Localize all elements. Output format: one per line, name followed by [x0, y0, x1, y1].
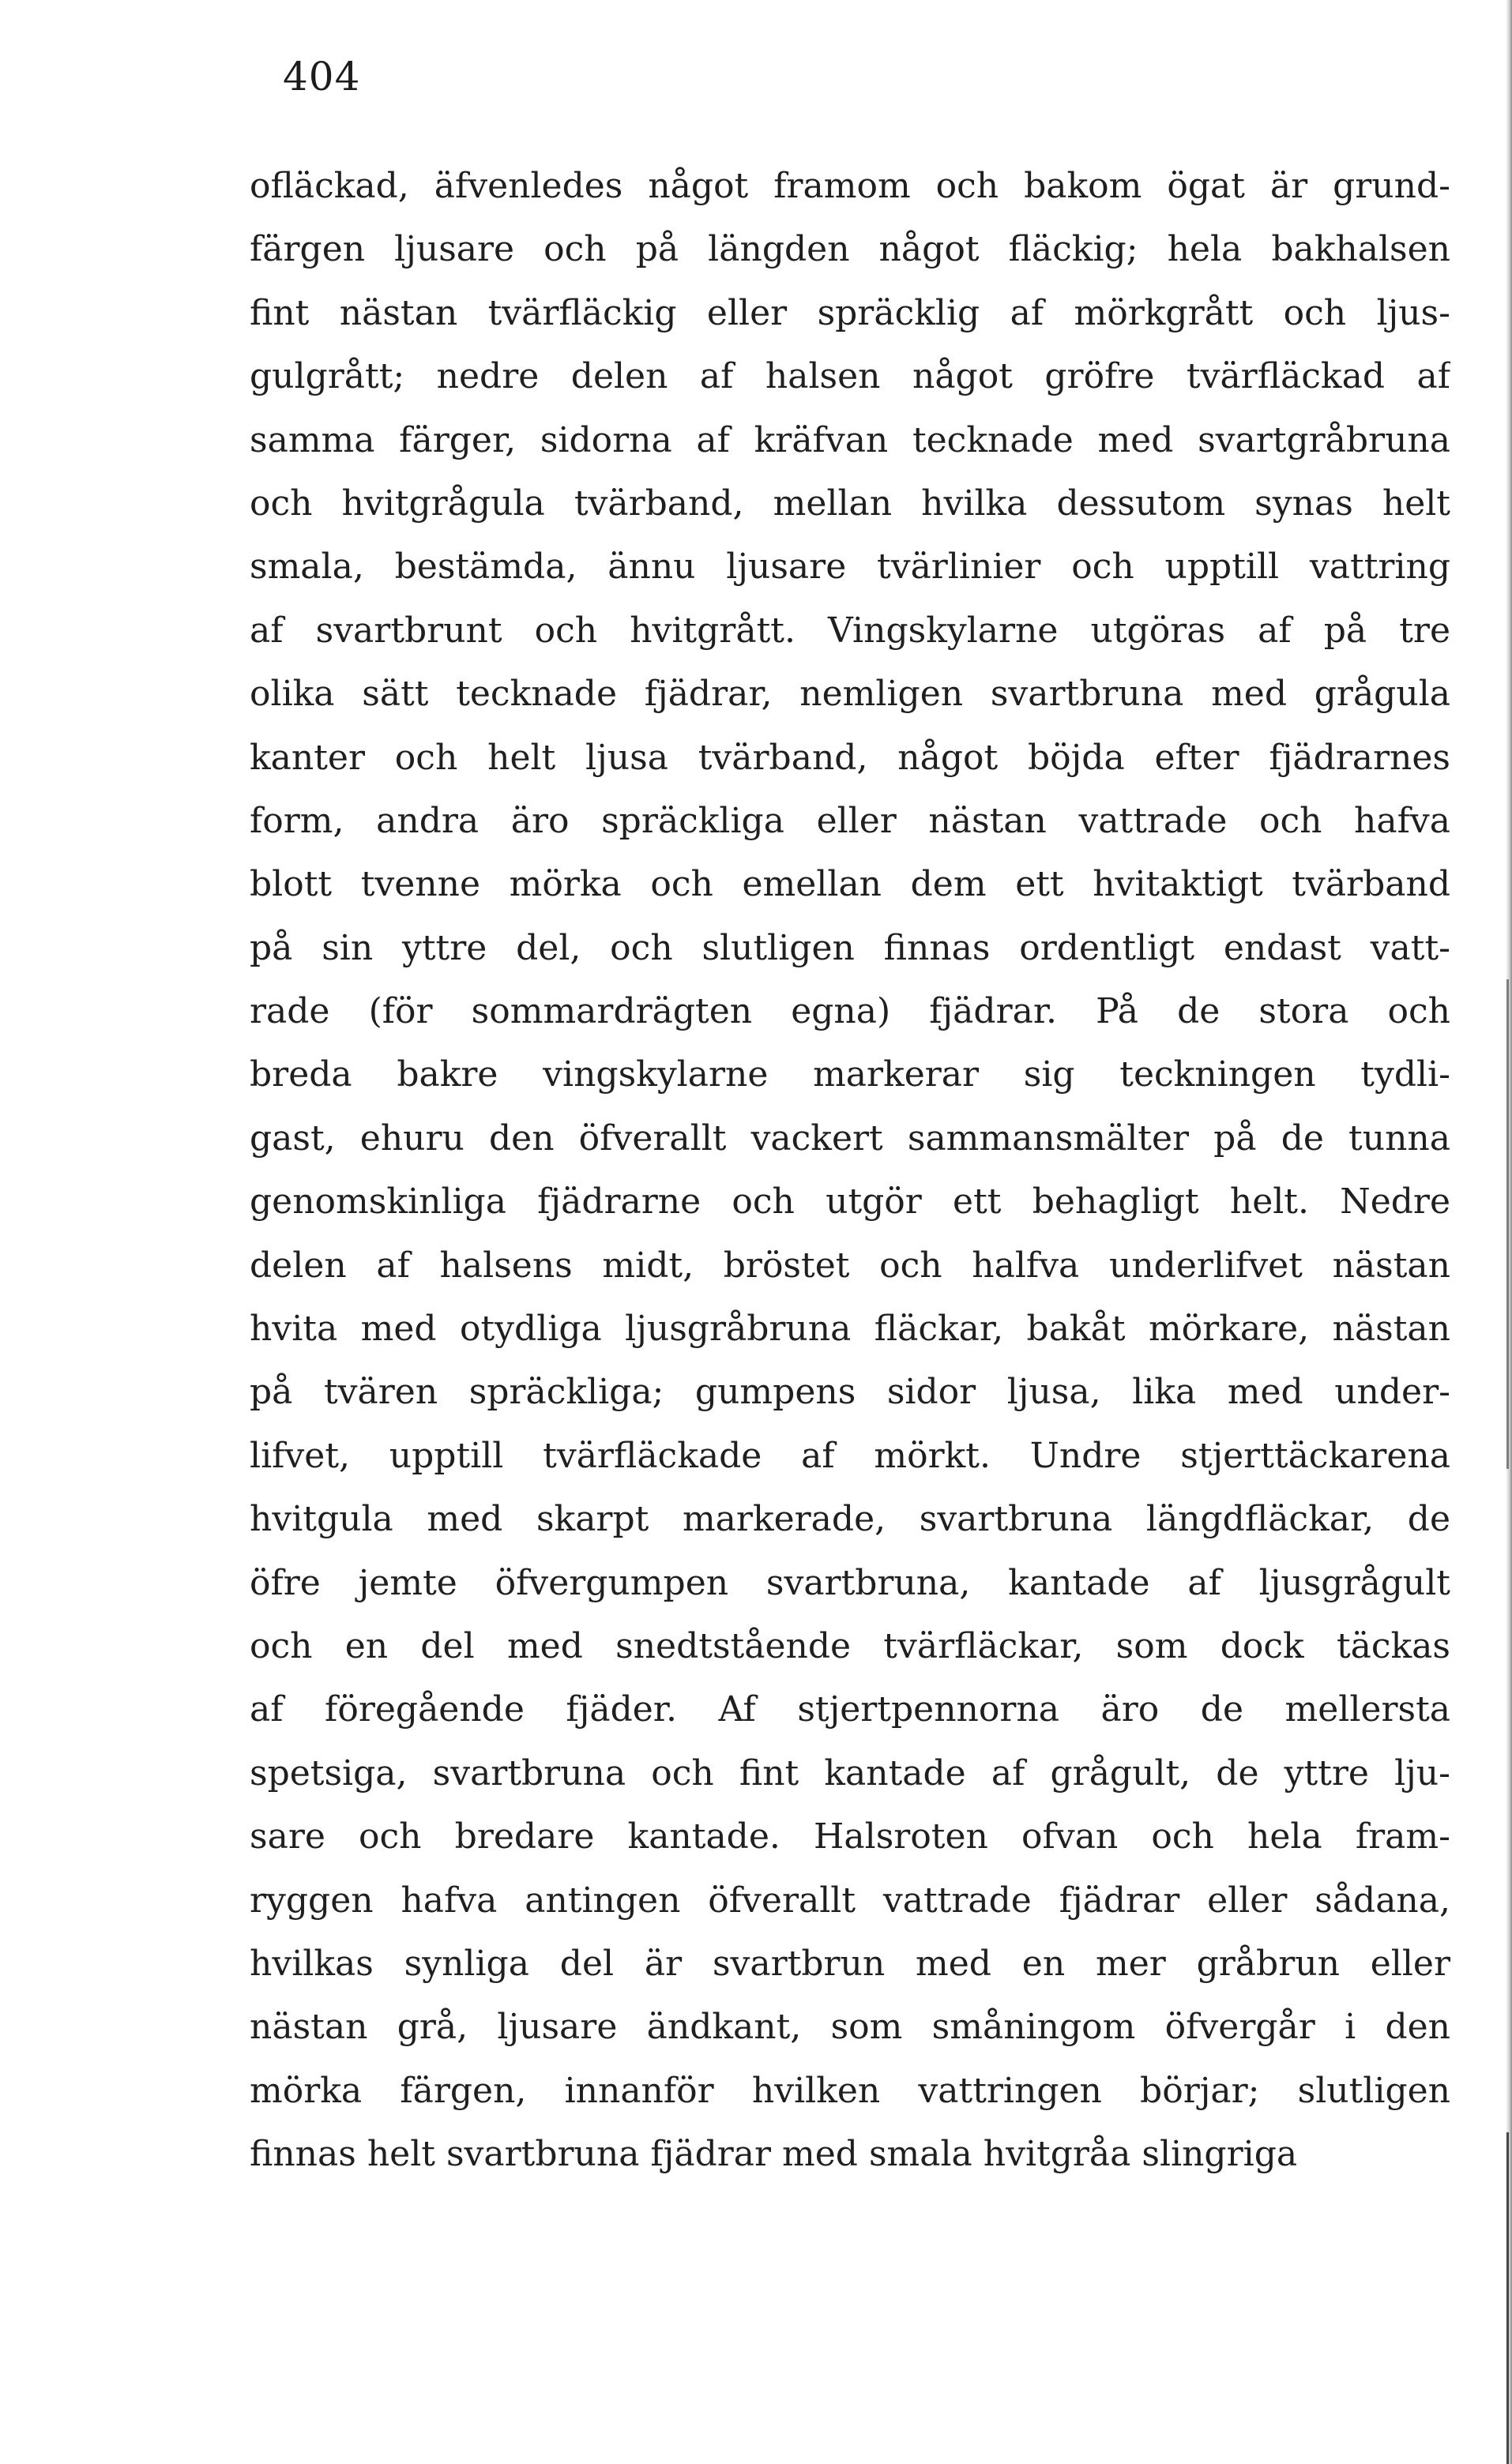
text-line: på tvären spräckliga; gumpens sidor ljusa, lika med under-	[250, 1372, 1450, 1413]
text-line: och hvitgrågula tvärband, mellan hvilka dessutom synas helt	[250, 483, 1450, 524]
text-line: smala, bestämda, ännu ljusare tvärlinier och upptill vattring	[250, 547, 1450, 588]
text-line: gulgrått; nedre delen af halsen något gröfre tvärfläckad af	[250, 356, 1450, 397]
text-line: hvilkas synliga del är svartbrun med en mer gråbrun eller	[250, 1943, 1450, 1984]
text-line: lifvet, upptill tvärfläckade af mörkt. Undre stjerttäckarena	[250, 1435, 1450, 1476]
text-line: genomskinliga fjädrarne och utgör ett behagligt helt. Nedre	[250, 1181, 1450, 1223]
text-line: finnas helt svartbruna fjädrar med smala hvitgråa slingriga	[250, 2134, 1298, 2175]
text-line: samma färger, sidorna af kräfvan tecknade med svartgråbruna	[250, 419, 1450, 460]
text-line: fint nästan tvärfläckig eller spräcklig af mörkgrått och ljus-	[250, 292, 1450, 333]
text-line: rade (för sommardrägten egna) fjädrar. På de stora och	[250, 991, 1450, 1032]
page-number: 404	[283, 54, 361, 100]
text-line: af föregående fjäder. Af stjertpennorna äro de mellersta	[250, 1689, 1450, 1730]
text-line: hvita med otydliga ljusgråbruna fläckar, bakåt mörkare, nästan	[250, 1309, 1450, 1350]
text-line: blott tvenne mörka och emellan dem ett hvitaktigt tvärband	[250, 864, 1450, 905]
page-edge-mark	[1506, 979, 1509, 1469]
text-line: breda bakre vingskylarne markerar sig teckningen tydli-	[250, 1054, 1450, 1095]
text-line: på sin yttre del, och slutligen finnas ordentligt endast vatt-	[250, 927, 1450, 968]
text-line: färgen ljusare och på längden något fläckig; hela bakhalsen	[250, 229, 1450, 270]
text-line: ryggen hafva antingen öfverallt vattrade fjädrar eller sådana,	[250, 1880, 1450, 1921]
text-line: hvitgula med skarpt markerade, svartbruna längdfläckar, de	[250, 1499, 1450, 1540]
text-line: olika sätt tecknade fjädrar, nemligen svartbruna med grågula	[250, 674, 1450, 715]
text-line: och en del med snedtstående tvärfläckar, som dock täckas	[250, 1625, 1450, 1666]
text-line: form, andra äro spräckliga eller nästan vattrade och hafva	[250, 800, 1450, 841]
text-line: af svartbrunt och hvitgrått. Vingskylarne utgöras af på tre	[250, 610, 1450, 651]
text-line: gast, ehuru den öfverallt vackert sammansmälter på de tunna	[250, 1117, 1450, 1159]
text-line: delen af halsens midt, bröstet och halfva underlifvet nästan	[250, 1245, 1450, 1286]
text-line: öfre jemte öfvergumpen svartbruna, kantade af ljusgrågult	[250, 1562, 1450, 1603]
text-line: spetsiga, svartbruna och fint kantade af grågult, de yttre lju-	[250, 1752, 1450, 1794]
text-line: kanter och helt ljusa tvärband, något böjda efter fjädrarnes	[250, 737, 1450, 778]
text-line: ofläckad, äfvenledes något framom och bakom ögat är grund-	[250, 166, 1450, 206]
page-edge-mark	[1506, 2132, 1509, 2464]
text-line: mörka färgen, innanför hvilken vattringen börjar; slutligen	[250, 2070, 1450, 2111]
text-line: nästan grå, ljusare ändkant, som småningom öfvergår i den	[250, 2007, 1450, 2048]
body-text	[250, 155, 1450, 2187]
text-line: sare och bredare kantade. Halsroten ofvan och hela fram-	[250, 1816, 1450, 1857]
